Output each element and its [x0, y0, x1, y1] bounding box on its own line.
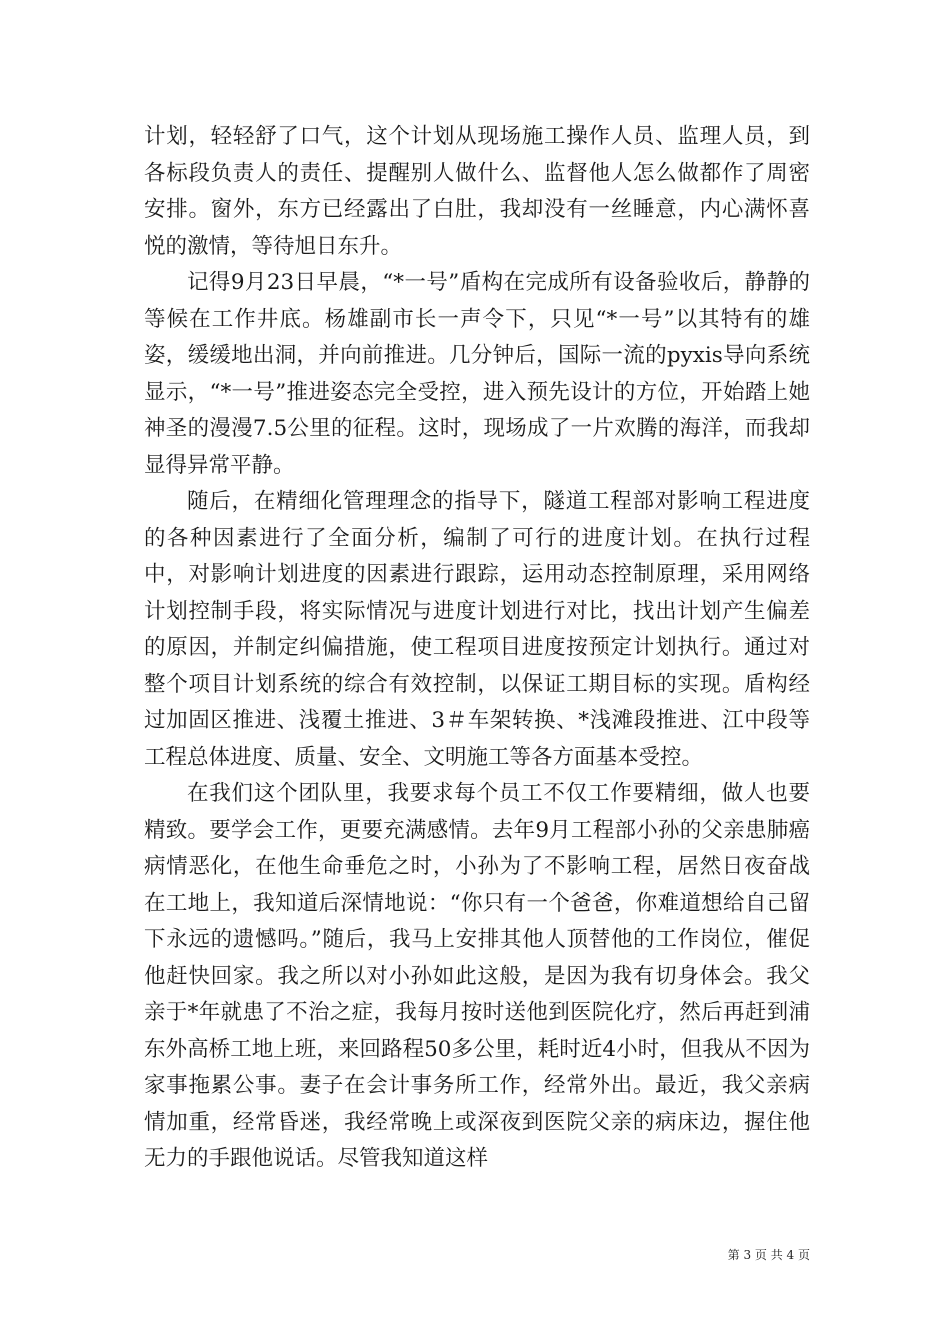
- paragraph-2: 记得9月23日早晨，“*一号”盾构在完成所有设备验收后，静静的等候在工作井底。杨雄副市长一声令下，只见“*一号”以其特有的雄姿，缓缓地出洞，并向前推进。几分钟后，国际一流的pyxis导向系统显示，“*一号”推进姿态完全受控，进入预先设计的方位，开始踏上她神圣的漫漫7.5公里的征程。这时，现场成了一片欢腾的海洋，而我却显得异常平静。: [144, 270, 810, 478]
- document-body: [144, 119, 810, 1178]
- paragraph-3: 随后，在精细化管理理念的指导下，隧道工程部对影响工程进度的各种因素进行了全面分析，编制了可行的进度计划。在执行过程中，对影响计划进度的因素进行跟踪，运用动态控制原理，采用网络计划控制手段，将实际情况与进度计划进行对比，找出计划产生偏差的原因，并制定纠偏措施，使工程项目进度按预定计划执行。通过对整个项目计划系统的综合有效控制，以保证工期目标的实现。盾构经过加固区推进、浅覆土推进、3＃车架转换、*浅滩段推进、江中段等工程总体进度、质量、安全、文明施工等各方面基本受控。: [144, 489, 810, 770]
- paragraph-4: 在我们这个团队里，我要求每个员工不仅工作要精细，做人也要精致。要学会工作，更要充满感情。去年9月工程部小孙的父亲患肺癌病情恶化，在他生命垂危之时，小孙为了不影响工程，居然日夜奋战在工地上，我知道后深情地说：“你只有一个爸爸，你难道想给自己留下永远的遗憾吗。”随后，我马上安排其他人顶替他的工作岗位，催促他赶快回家。我之所以对小孙如此这般，是因为我有切身体会。我父亲于*年就患了不治之症，我每月按时送他到医院化疗，然后再赶到浦东外高桥工地上班，来回路程50多公里，耗时近4小时，但我从不因为家事拖累公事。妻子在会计事务所工作，经常外出。最近，我父亲病情加重，经常昏迷，我经常晚上或深夜到医院父亲的病床边，握住他无力的手跟他说话。尽管我知道这样: [144, 781, 810, 1171]
- paragraph-1: 计划，轻轻舒了口气，这个计划从现场施工操作人员、监理人员，到各标段负责人的责任、提醒别人做什么、监督他人怎么做都作了周密安排。窗外，东方已经露出了白肚，我却没有一丝睡意，内心满怀喜悦的激情，等待旭日东升。: [144, 124, 810, 259]
- page-number-footer: 第 3 页 共 4 页: [727, 1248, 810, 1262]
